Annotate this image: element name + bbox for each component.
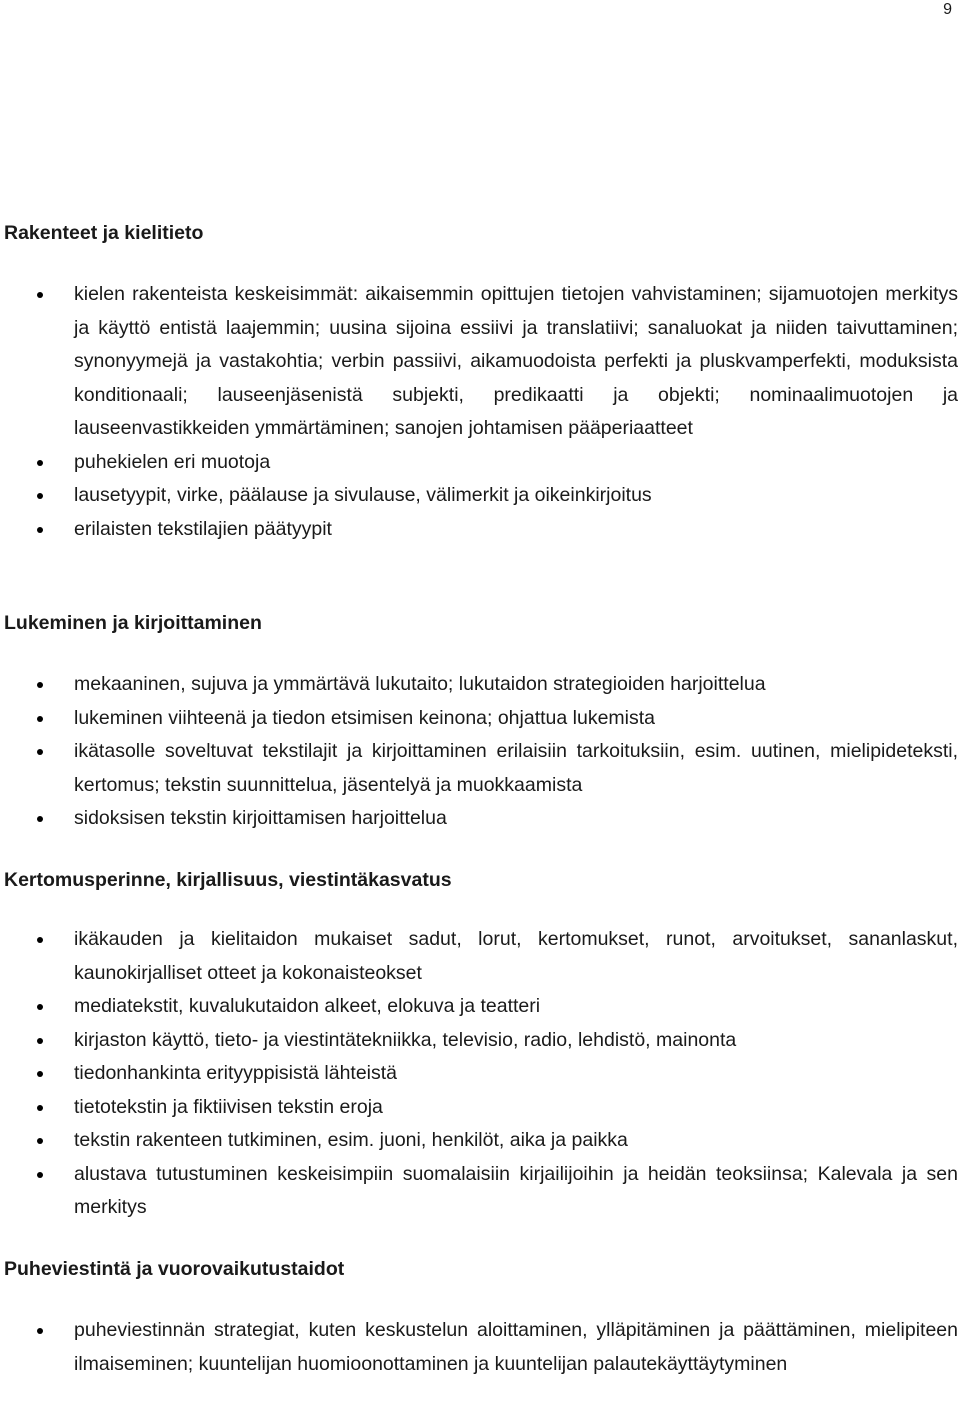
bullet-icon — [37, 1038, 43, 1044]
list-item — [0, 1314, 958, 1381]
bullet-icon — [37, 937, 43, 943]
bullet-list-puheviestinta — [0, 1314, 960, 1381]
list-item — [0, 923, 958, 990]
bullet-list-kertomusperinne — [0, 923, 960, 1225]
list-item — [0, 1158, 958, 1225]
list-item-text: tietotekstin ja fiktiivisen tekstin eroja — [74, 1095, 383, 1118]
list-item — [0, 1091, 958, 1125]
bullet-list-rakenteet — [0, 278, 960, 546]
list-item — [0, 702, 958, 736]
bullet-icon — [37, 816, 43, 822]
list-item — [0, 668, 958, 702]
list-item-text: kielen rakenteista keskeisimmät: aikaisemmin opittujen tietojen vahvistaminen; sijamuotojen merkitys ja käyttö entistä laajemmin; uusina sijoina essiivi ja translatiivi; sanaluokat ja niiden taivuttaminen; synonyymejä ja vastakohtia; verbin passiivi, aikamuodoista perfekti ja pluskvamperfekti, moduksista konditionaali; lauseenjäsenistä subjekti, predikaatti ja objekti; nominaalimuotojen ja lauseenvastikkeiden ymmärtäminen; sanojen johtamisen pääperiaatteet — [74, 283, 958, 439]
section-heading-kertomusperinne: Kertomusperinne, kirjallisuus, viestintäkasvatus — [4, 869, 452, 891]
bullet-icon — [37, 292, 43, 298]
bullet-icon — [37, 1071, 43, 1077]
list-item — [0, 1057, 958, 1091]
section-heading-lukeminen: Lukeminen ja kirjoittaminen — [4, 612, 262, 634]
bullet-icon — [37, 1138, 43, 1144]
list-item — [0, 1124, 958, 1158]
bullet-icon — [37, 682, 43, 688]
bullet-icon — [37, 1105, 43, 1111]
section-heading-rakenteet: Rakenteet ja kielitieto — [4, 222, 204, 244]
list-item-text: tekstin rakenteen tutkiminen, esim. juoni, henkilöt, aika ja paikka — [74, 1129, 628, 1151]
bullet-icon — [37, 1328, 43, 1334]
list-item-text: lausetyypit, virke, päälause ja sivulause, välimerkit ja oikeinkirjoitus — [74, 484, 652, 506]
list-item-text: mekaaninen, sujuva ja ymmärtävä lukutaito; lukutaidon strategioiden harjoittelua — [74, 673, 766, 695]
list-item-text: puhekielen eri muotoja — [74, 450, 271, 473]
list-item-text: alustava tutustuminen keskeisimpiin suomalaisiin kirjailijoihin ja heidän teoksiinsa; Kalevala ja sen merkitys — [74, 1162, 958, 1218]
list-item-text: erilaisten tekstilajien päätyypit — [74, 517, 332, 540]
list-item-text: ikätasolle soveltuvat tekstilajit ja kirjoittaminen erilaisiin tarkoituksiin, esim. uutinen, mielipideteksti, kertomus; tekstin suunnittelua, jäsentelyä ja muokkaamista — [74, 740, 958, 796]
bullet-icon — [37, 1004, 43, 1010]
list-item-text: ikäkauden ja kielitaidon mukaiset sadut, lorut, kertomukset, runot, arvoitukset, sananlaskut, kaunokirjalliset otteet ja kokonaisteokset — [74, 928, 958, 984]
bullet-icon — [37, 749, 43, 755]
bullet-icon — [37, 493, 43, 499]
bullet-icon — [37, 460, 43, 466]
list-item — [0, 479, 958, 513]
bullet-icon — [37, 716, 43, 722]
list-item-text: tiedonhankinta erityyppisistä lähteistä — [74, 1062, 398, 1084]
bullet-icon — [37, 527, 43, 533]
bullet-list-lukeminen — [0, 668, 960, 836]
list-item-text: puheviestinnän strategiat, kuten keskustelun aloittaminen, ylläpitäminen ja päättäminen, mielipiteen ilmaiseminen; kuuntelijan huomioonottaminen ja kuuntelijan palautekäyttäytyminen — [74, 1319, 958, 1375]
list-item-text: sidoksisen tekstin kirjoittamisen harjoittelua — [74, 807, 447, 829]
list-item — [0, 278, 958, 446]
page-number: 9 — [943, 1, 952, 18]
section-heading-puheviestinta: Puheviestintä ja vuorovaikutustaidot — [4, 1258, 345, 1280]
list-item — [0, 735, 958, 802]
list-item — [0, 1024, 958, 1058]
list-item — [0, 990, 958, 1024]
list-item-text: mediatekstit, kuvalukutaidon alkeet, elokuva ja teatteri — [74, 995, 541, 1017]
list-item-text: kirjaston käyttö, tieto- ja viestintätekniikka, televisio, radio, lehdistö, mainonta — [74, 1028, 737, 1051]
bullet-icon — [37, 1172, 43, 1178]
list-item — [0, 802, 958, 836]
list-item-text: lukeminen viihteenä ja tiedon etsimisen keinona; ohjattua lukemista — [74, 706, 656, 729]
list-item — [0, 513, 958, 547]
list-item — [0, 446, 958, 480]
